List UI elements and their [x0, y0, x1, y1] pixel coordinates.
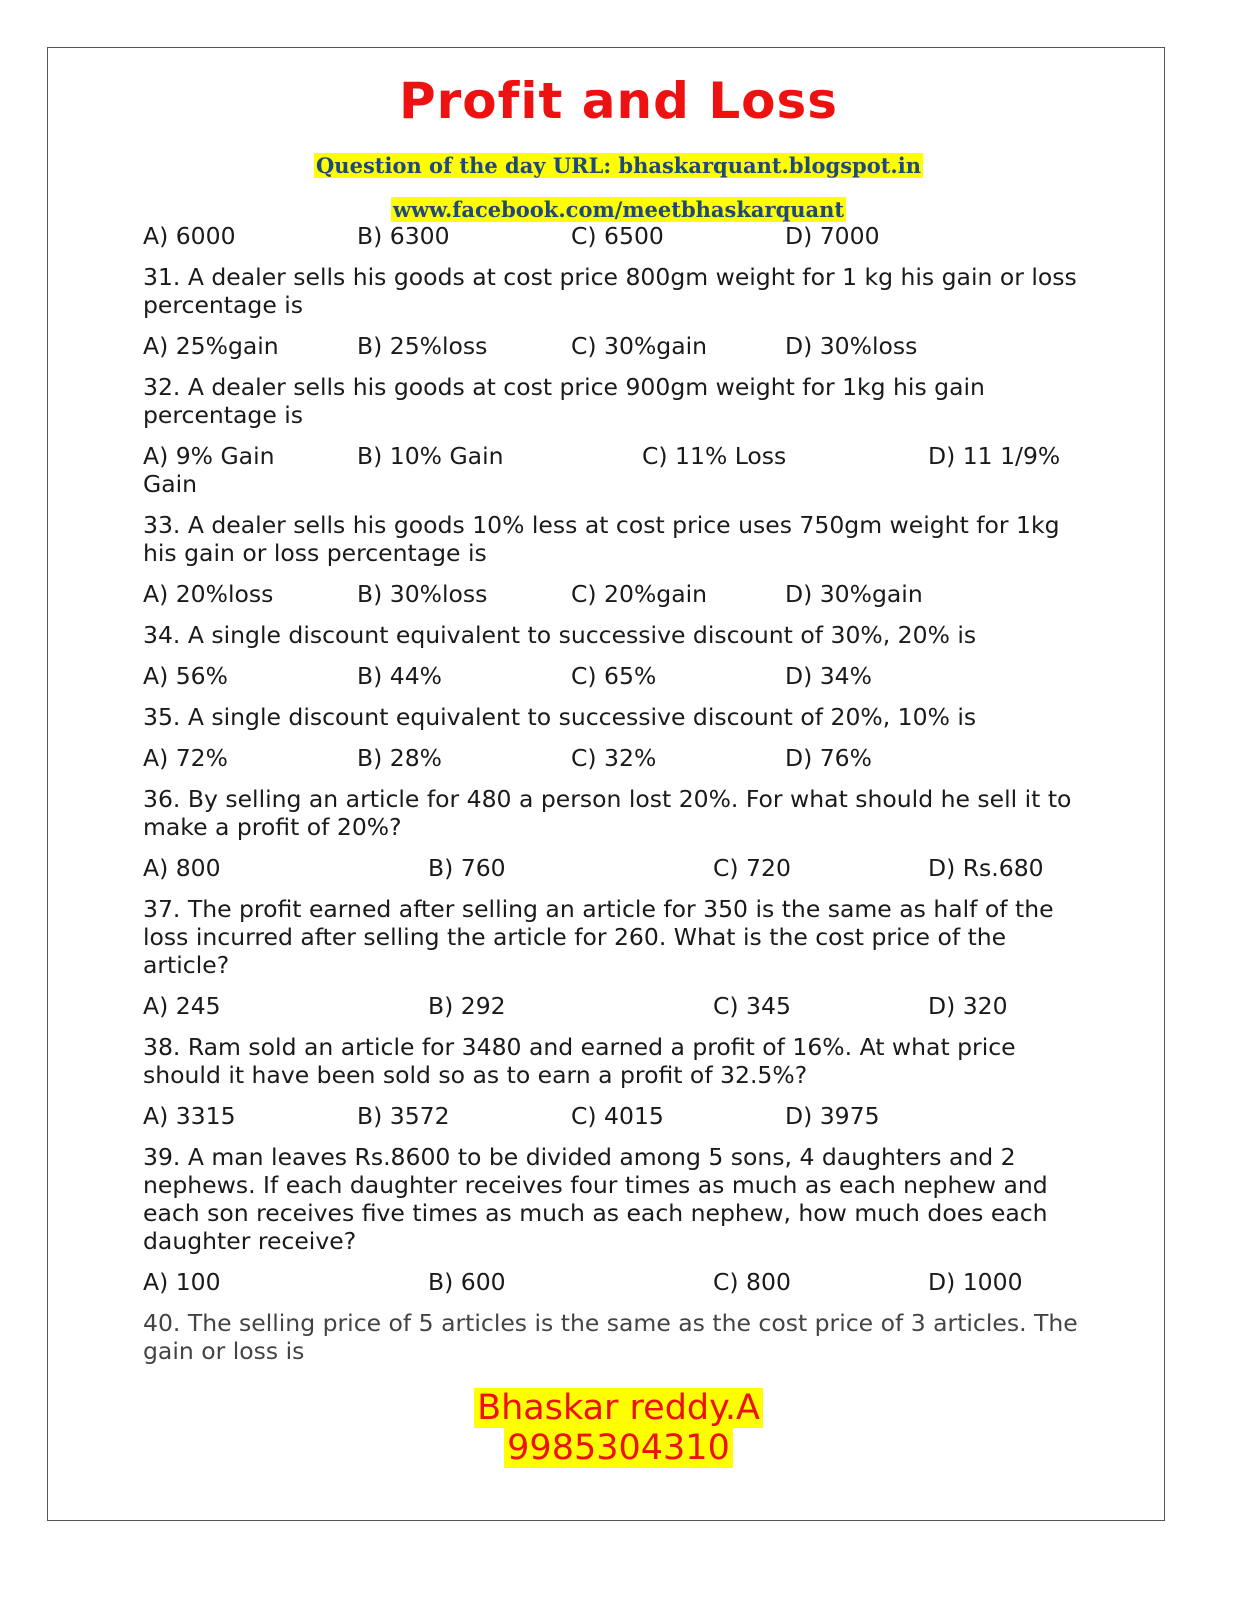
- facebook-url-line: [0, 196, 1237, 224]
- option-d: D) 1000: [928, 1268, 1023, 1296]
- author-phone: 9985304310: [504, 1428, 733, 1468]
- option-c: C) 30%gain: [571, 332, 708, 360]
- option-a: A) 25%gain: [143, 332, 279, 360]
- option-b: B) 3572: [357, 1102, 450, 1130]
- blog-url-line: [0, 152, 1237, 180]
- option-a: A) 9% Gain: [143, 442, 275, 470]
- question-32: 32. A dealer sells his goods at cost price 900gm weight for 1kg his gain percentage is: [143, 373, 985, 429]
- option-d: D) 30%gain: [785, 580, 923, 608]
- option-c: C) 20%gain: [571, 580, 708, 608]
- question-35: 35. A single discount equivalent to successive discount of 20%, 10% is: [143, 703, 977, 731]
- option-b: B) 6300: [357, 222, 450, 250]
- question-33: 33. A dealer sells his goods 10% less at cost price uses 750gm weight for 1kg his gain or loss percentage is: [143, 511, 1060, 567]
- option-a: A) 245: [143, 992, 221, 1020]
- option-d: D) 3975: [785, 1102, 880, 1130]
- option-c: C) 800: [713, 1268, 791, 1296]
- author-name: Bhaskar reddy.A: [474, 1388, 763, 1428]
- page-title: Profit and Loss: [398, 72, 839, 130]
- question-38: 38. Ram sold an article for 3480 and earned a profit of 16%. At what price should it have been sold so as to earn a profit of 32.5%?: [143, 1033, 1016, 1089]
- option-b: B) 30%loss: [357, 580, 488, 608]
- option-a: A) 800: [143, 854, 221, 882]
- question-40: 40. The selling price of 5 articles is the same as the cost price of 3 articles. The gain or loss is: [143, 1309, 1078, 1365]
- question-31: 31. A dealer sells his goods at cost price 800gm weight for 1 kg his gain or loss percentage is: [143, 263, 1077, 319]
- options-row-39: [143, 1268, 1078, 1296]
- question-37: 37. The profit earned after selling an article for 350 is the same as half of the loss incurred after selling the article for 260. What is the cost price of the article?: [143, 895, 1054, 979]
- option-c: C) 4015: [571, 1102, 664, 1130]
- option-c: C) 11% Loss: [642, 442, 787, 470]
- option-c: C) 720: [713, 854, 791, 882]
- options-row-32: [143, 442, 1078, 498]
- author-footer: [0, 1388, 1237, 1468]
- option-b: B) 44%: [357, 662, 442, 690]
- option-b: B) 28%: [357, 744, 442, 772]
- options-row-36: [143, 854, 1078, 882]
- option-c: C) 345: [713, 992, 791, 1020]
- question-36: 36. By selling an article for 480 a person lost 20%. For what should he sell it to make a profit of 20%?: [143, 785, 1072, 841]
- option-d: D) 30%loss: [785, 332, 918, 360]
- options-row-34: [143, 662, 1078, 690]
- option-a: A) 6000: [143, 222, 236, 250]
- option-d: D) 7000: [785, 222, 880, 250]
- option-a: A) 100: [143, 1268, 221, 1296]
- option-b: B) 25%loss: [357, 332, 488, 360]
- option-d: D) 34%: [785, 662, 872, 690]
- option-d: D) 11 1/9% Gain: [143, 442, 1061, 498]
- options-row-35: [143, 744, 1078, 772]
- option-a: A) 72%: [143, 744, 228, 772]
- blog-url-text: Question of the day URL: bhaskarquant.blogspot.in: [316, 153, 921, 178]
- options-row-38: [143, 1102, 1078, 1130]
- question-list: [143, 222, 1078, 1378]
- options-row-31: [143, 332, 1078, 360]
- options-row-37: [143, 992, 1078, 1020]
- option-a: A) 56%: [143, 662, 228, 690]
- option-d: D) 76%: [785, 744, 872, 772]
- option-c: C) 65%: [571, 662, 657, 690]
- option-c: C) 6500: [571, 222, 664, 250]
- question-34: 34. A single discount equivalent to successive discount of 30%, 20% is: [143, 621, 977, 649]
- option-d: D) 320: [928, 992, 1008, 1020]
- facebook-url-text: www.facebook.com/meetbhaskarquant: [392, 197, 845, 222]
- option-c: C) 32%: [571, 744, 657, 772]
- option-b: B) 292: [428, 992, 506, 1020]
- option-a: A) 20%loss: [143, 580, 274, 608]
- options-row-33: [143, 580, 1078, 608]
- option-b: B) 600: [428, 1268, 506, 1296]
- option-d: D) Rs.680: [928, 854, 1044, 882]
- question-39: 39. A man leaves Rs.8600 to be divided among 5 sons, 4 daughters and 2 nephews. If each daughter receives four times as much as each nephew and each son receives five times as much as each nephew, how much does each daughter receive?: [143, 1143, 1048, 1255]
- option-b: B) 760: [428, 854, 506, 882]
- option-a: A) 3315: [143, 1102, 236, 1130]
- option-b: B) 10% Gain: [357, 442, 504, 470]
- options-row-prev: [143, 222, 1078, 250]
